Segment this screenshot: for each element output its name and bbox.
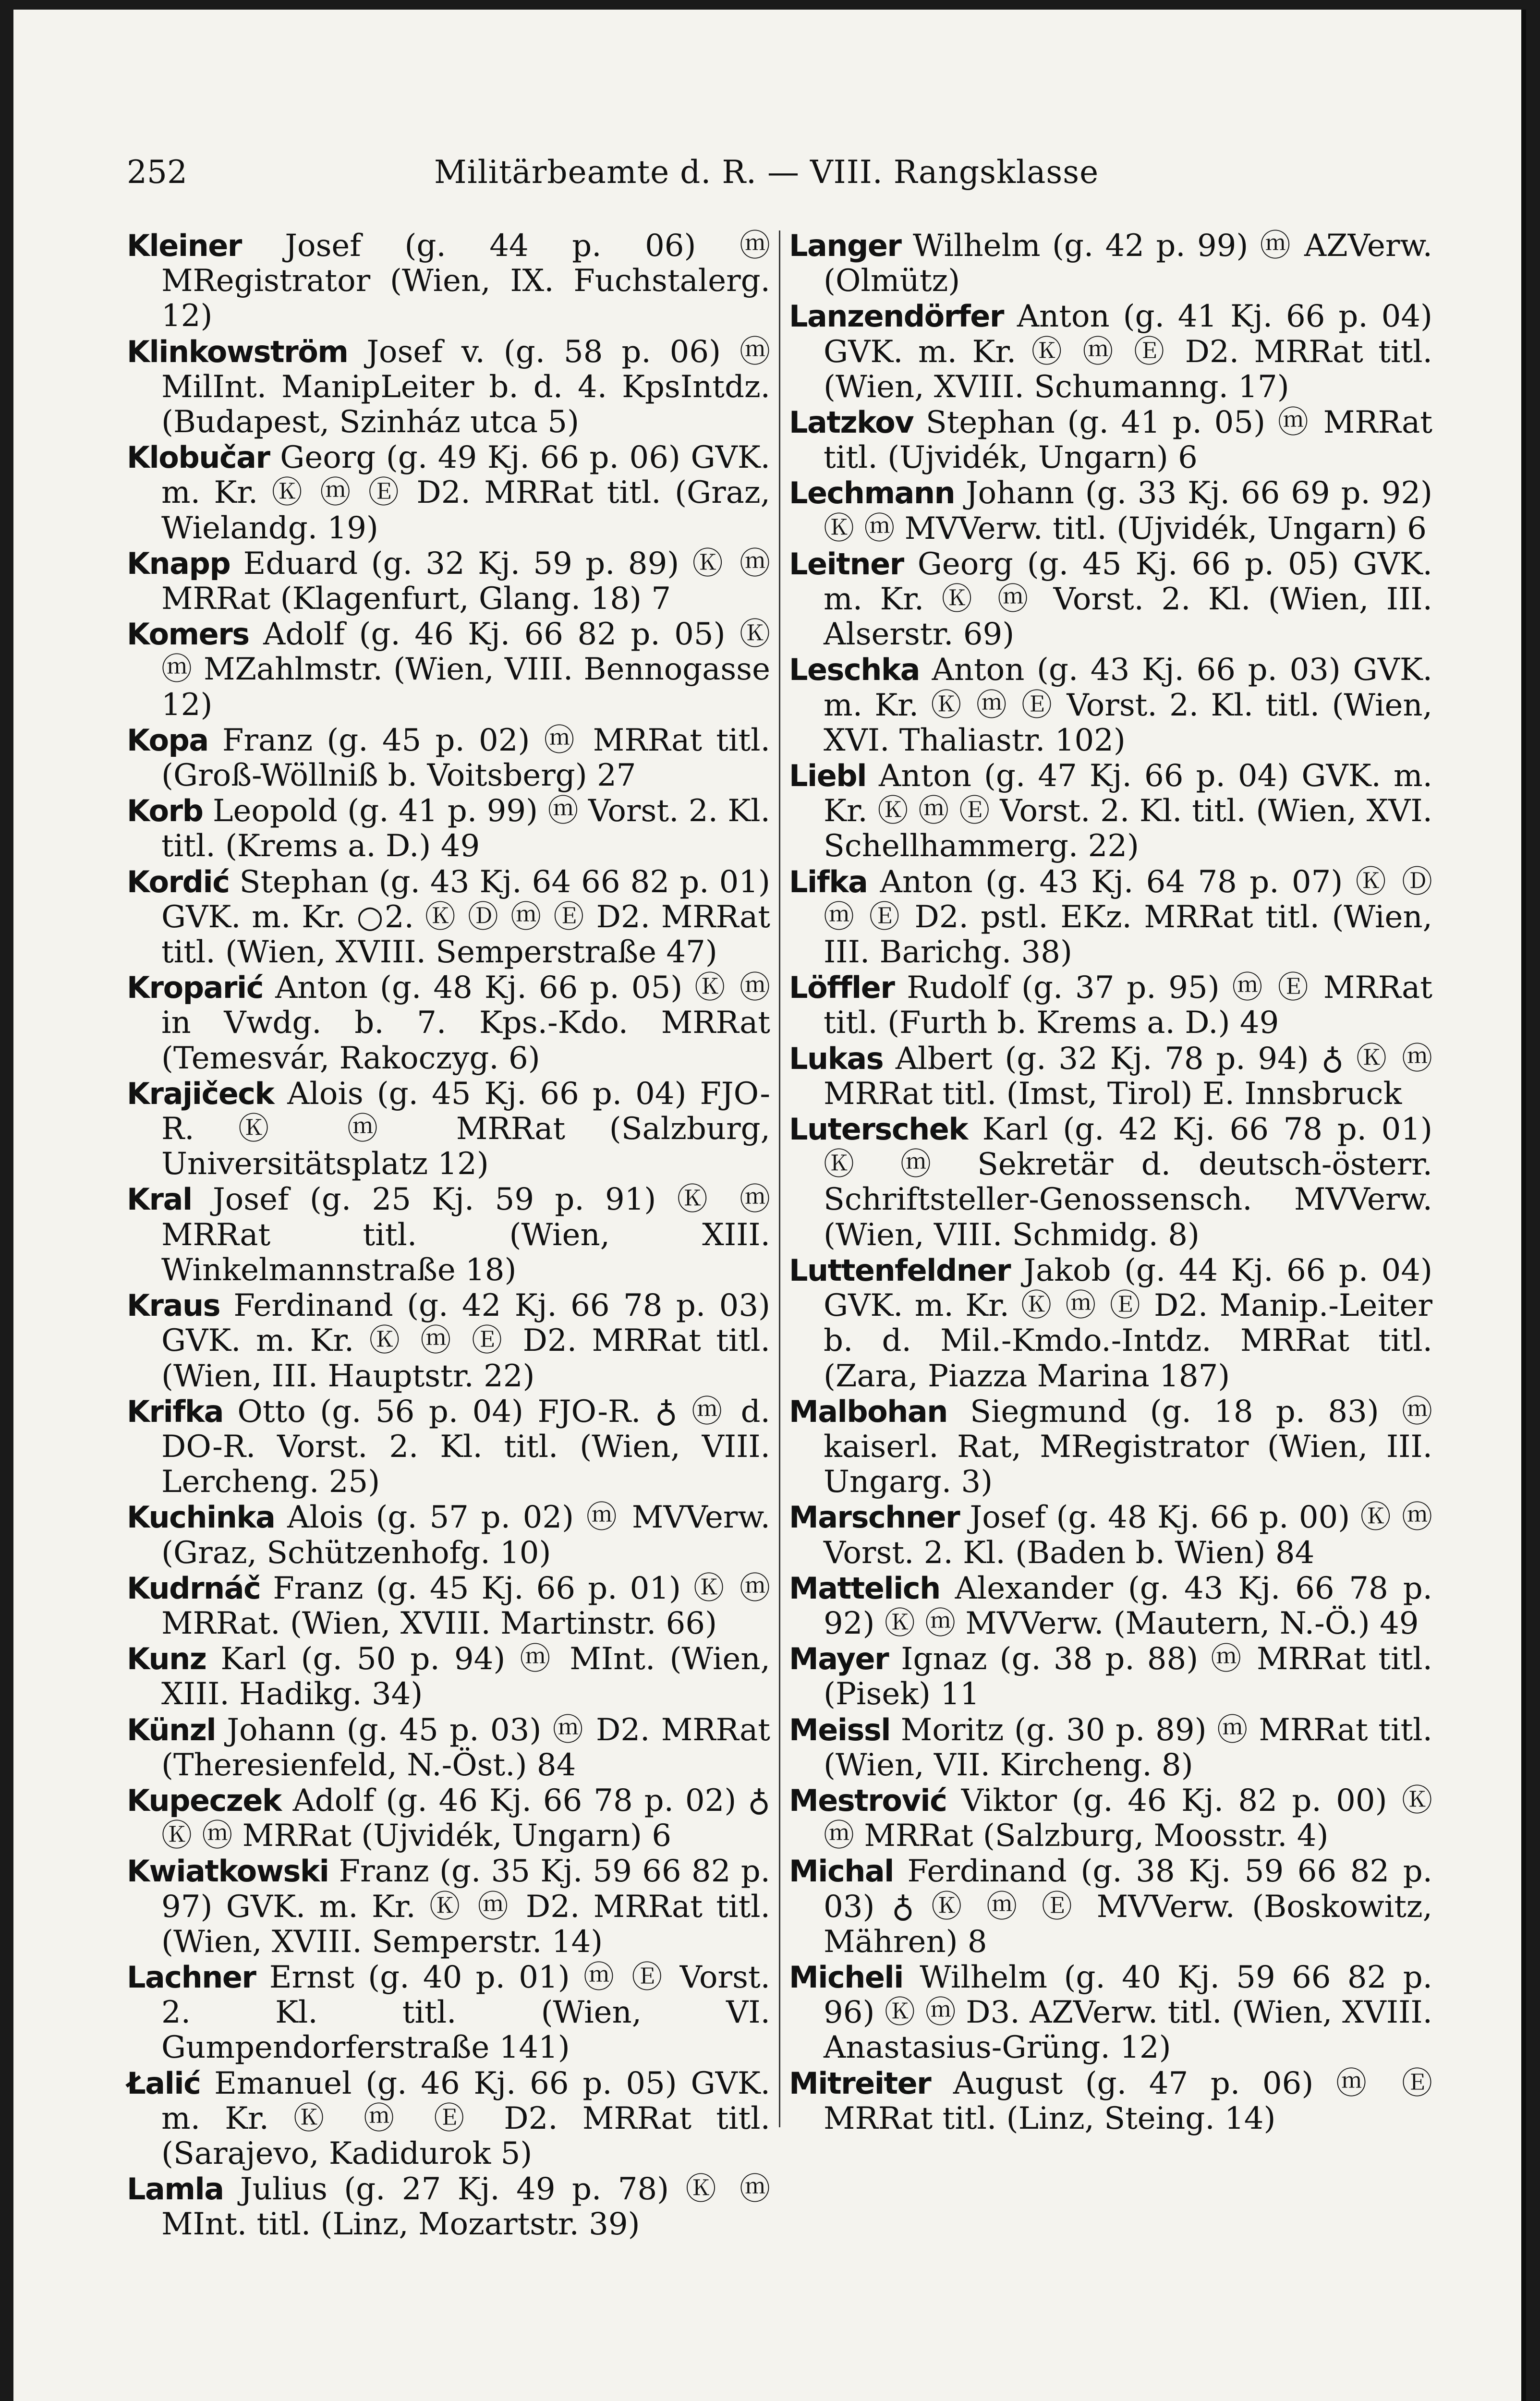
entry-details: Stephan (g. 41 p. 05) ⓜ MRRat titl. (Ujvidék, Ungarn) 6 bbox=[824, 405, 1432, 476]
entry-name: Meissl bbox=[789, 1712, 891, 1747]
entry-name: Löffler bbox=[789, 970, 895, 1006]
entry-name: Leschka bbox=[789, 652, 920, 688]
entry-details: Ferdinand (g. 38 Kj. 59 66 82 p. 03) ♁ Ⓚ ⓜ Ⓔ MVVerw. (Boskowitz, Mähren) 8 bbox=[824, 1854, 1432, 1960]
column-divider bbox=[779, 230, 780, 2127]
entry-details: Josef (g. 44 p. 06) ⓜ MRegistrator (Wien, IX. Fuchstalerg. 12) bbox=[161, 228, 770, 334]
entry-details: Ignaz (g. 38 p. 88) ⓜ MRRat titl. (Pisek) 11 bbox=[824, 1641, 1432, 1712]
entry-details: Ernst (g. 40 p. 01) ⓜ Ⓔ Vorst. 2. Kl. titl. (Wien, VI. Gumpendorferstraße 141) bbox=[161, 1959, 770, 2066]
entry-name: Krifka bbox=[127, 1394, 223, 1429]
page-title: Militärbeamte d. R. — VIII. Rangsklasse bbox=[434, 154, 1099, 191]
entry-details: Siegmund (g. 18 p. 83) ⓜ kaiserl. Rat, MRegistrator (Wien, III. Ungarg. 3) bbox=[824, 1394, 1432, 1500]
entry-name: Komers bbox=[127, 617, 249, 652]
entry-details: Wilhelm (g. 40 Kj. 59 66 82 p. 96) Ⓚ ⓜ D3. AZVerw. titl. (Wien, XVIII. Anastasius-Grüng. 12) bbox=[824, 1959, 1432, 2066]
entry-details: Wilhelm (g. 42 p. 99) ⓜ AZVerw. (Olmütz) bbox=[824, 228, 1432, 299]
entry-details: Karl (g. 50 p. 94) ⓜ MInt. (Wien, XIII. Hadikg. 34) bbox=[161, 1641, 770, 1712]
directory-entry bbox=[127, 440, 770, 546]
entry-name: Kwiatkowski bbox=[127, 1854, 329, 1889]
directory-entry bbox=[789, 1641, 1432, 1712]
entry-name: Mitreiter bbox=[789, 2065, 931, 2101]
directory-entry bbox=[789, 1112, 1432, 1253]
entry-name: Lanzendörfer bbox=[789, 299, 1004, 334]
directory-entry bbox=[127, 1288, 770, 1394]
directory-entry bbox=[127, 2171, 770, 2242]
entry-details: Johann (g. 45 p. 03) ⓜ D2. MRRat (Theresienfeld, N.-Öst.) 84 bbox=[161, 1712, 770, 1783]
directory-entry bbox=[789, 299, 1432, 405]
directory-entry bbox=[127, 864, 770, 970]
directory-entry bbox=[127, 1394, 770, 1500]
directory-entry bbox=[789, 475, 1432, 546]
directory-entry bbox=[127, 1960, 770, 2066]
directory-entry bbox=[789, 1571, 1432, 1641]
entry-details: Josef v. (g. 58 p. 06) ⓜ MilInt. ManipLeiter b. d. 4. KpsIntdz. (Budapest, Szinház utca 5) bbox=[161, 334, 770, 440]
entry-details: August (g. 47 p. 06) ⓜ Ⓔ MRRat titl. (Linz, Steing. 14) bbox=[824, 2065, 1432, 2136]
directory-entry bbox=[127, 546, 770, 617]
entry-details: Anton (g. 43 Kj. 64 78 p. 07) Ⓚ Ⓓ ⓜ Ⓔ D2. pstl. EKz. MRRat titl. (Wien, III. Barichg. 38) bbox=[824, 864, 1432, 970]
directory-entry bbox=[127, 617, 770, 723]
entry-details: Georg (g. 49 Kj. 66 p. 06) GVK. m. Kr. Ⓚ ⓜ Ⓔ D2. MRRat titl. (Graz, Wielandg. 19) bbox=[161, 440, 770, 546]
entry-name: Kraus bbox=[127, 1288, 220, 1323]
entry-name: Langer bbox=[789, 228, 901, 263]
directory-entry bbox=[789, 2066, 1432, 2136]
entry-name: Mestrović bbox=[789, 1783, 947, 1818]
entry-name: Malbohan bbox=[789, 1394, 947, 1429]
entry-name: Krajičeck bbox=[127, 1076, 274, 1111]
directory-entry bbox=[127, 1500, 770, 1570]
entry-details: Franz (g. 45 p. 02) ⓜ MRRat titl. (Groß-Wöllniß b. Voitsberg) 27 bbox=[161, 722, 770, 794]
directory-entry bbox=[789, 652, 1432, 758]
directory-entry bbox=[789, 1394, 1432, 1500]
page-number: 252 bbox=[127, 154, 187, 191]
entry-name: Kopa bbox=[127, 722, 208, 758]
entry-details: Albert (g. 32 Kj. 78 p. 94) ♁ Ⓚ ⓜ MRRat titl. (Imst, Tirol) E. Innsbruck bbox=[824, 1041, 1432, 1112]
directory-entry bbox=[789, 546, 1432, 653]
entry-name: Liebl bbox=[789, 758, 866, 794]
entry-name: Lukas bbox=[789, 1041, 884, 1076]
entry-details: Stephan (g. 43 Kj. 64 66 82 p. 01) GVK. m. Kr. ○2. Ⓚ Ⓓ ⓜ Ⓔ D2. MRRat titl. (Wien, XVIII. Semperstraße 47) bbox=[161, 864, 770, 970]
entry-name: Michal bbox=[789, 1854, 894, 1889]
directory-entry bbox=[789, 970, 1432, 1041]
entry-name: Knapp bbox=[127, 546, 230, 581]
directory-entry bbox=[789, 864, 1432, 970]
entry-details: Jakob (g. 44 Kj. 66 p. 04) GVK. m. Kr. Ⓚ ⓜ Ⓔ D2. Manip.-Leiter b. d. Mil.-Kmdo.-Intdz. MRRat titl. (Zara, Piazza Marina 187) bbox=[824, 1252, 1432, 1394]
entry-details: Karl (g. 42 Kj. 66 78 p. 01) Ⓚ ⓜ Sekretär d. deutsch-österr. Schriftsteller-Genossensch. MVVerw. (Wien, VIII. Schmidg. 8) bbox=[824, 1112, 1432, 1253]
entry-details: Eduard (g. 32 Kj. 59 p. 89) Ⓚ ⓜ MRRat (Klagenfurt, Glang. 18) 7 bbox=[161, 546, 770, 617]
directory-entry bbox=[789, 1854, 1432, 1960]
directory-entry bbox=[127, 1712, 770, 1783]
entry-name: Lifka bbox=[789, 864, 868, 899]
entry-name: Latzkov bbox=[789, 405, 914, 440]
entry-name: Kroparić bbox=[127, 970, 264, 1006]
directory-entry bbox=[789, 228, 1432, 299]
directory-entry bbox=[127, 1182, 770, 1288]
directory-entry bbox=[789, 1253, 1432, 1394]
entry-name: Micheli bbox=[789, 1959, 903, 1995]
entry-name: Luttenfeldner bbox=[789, 1252, 1011, 1288]
directory-entry bbox=[789, 1783, 1432, 1854]
entry-details: Georg (g. 45 Kj. 66 p. 05) GVK. m. Kr. Ⓚ ⓜ Vorst. 2. Kl. (Wien, III. Alserstr. 69) bbox=[824, 546, 1432, 653]
entry-details: Anton (g. 48 Kj. 66 p. 05) Ⓚ ⓜ in Vwdg. b. 7. Kps.-Kdo. MRRat (Temesvár, Rakoczyg. 6) bbox=[161, 970, 770, 1076]
entry-details: Julius (g. 27 Kj. 49 p. 78) Ⓚ ⓜ MInt. titl. (Linz, Mozartstr. 39) bbox=[161, 2171, 770, 2243]
entry-details: Alois (g. 45 Kj. 66 p. 04) FJO-R. Ⓚ ⓜ MRRat (Salzburg, Universitätsplatz 12) bbox=[161, 1076, 770, 1182]
entry-name: Leitner bbox=[789, 546, 904, 582]
directory-entry bbox=[127, 1641, 770, 1712]
entry-details: Anton (g. 47 Kj. 66 p. 04) GVK. m. Kr. Ⓚ ⓜ Ⓔ Vorst. 2. Kl. titl. (Wien, XVI. Schellhammerg. 22) bbox=[824, 758, 1432, 864]
entry-name: Kupeczek bbox=[127, 1783, 281, 1818]
entry-details: Alois (g. 57 p. 02) ⓜ MVVerw. (Graz, Schützenhofg. 10) bbox=[161, 1500, 770, 1571]
entry-details: Josef (g. 25 Kj. 59 p. 91) Ⓚ ⓜ MRRat titl. (Wien, XIII. Winkelmannstraße 18) bbox=[161, 1182, 770, 1288]
directory-entry bbox=[127, 970, 770, 1076]
entry-name: Lachner bbox=[127, 1959, 256, 1995]
entry-name: Kunz bbox=[127, 1641, 206, 1677]
entry-details: Alexander (g. 43 Kj. 66 78 p. 92) Ⓚ ⓜ MVVerw. (Mautern, N.-Ö.) 49 bbox=[824, 1570, 1432, 1641]
directory-entry bbox=[127, 334, 770, 440]
entry-details: Adolf (g. 46 Kj. 66 82 p. 05) Ⓚ ⓜ MZahlmstr. (Wien, VIII. Bennogasse 12) bbox=[161, 617, 770, 723]
directory-entry bbox=[789, 1712, 1432, 1783]
entry-name: Kleiner bbox=[127, 228, 242, 263]
entry-details: Josef (g. 48 Kj. 66 p. 00) Ⓚ ⓜ Vorst. 2. Kl. (Baden b. Wien) 84 bbox=[824, 1500, 1432, 1571]
entry-name: Luterschek bbox=[789, 1112, 968, 1147]
entry-details: Johann (g. 33 Kj. 66 69 p. 92) Ⓚ ⓜ MVVerw. titl. (Ujvidék, Ungarn) 6 bbox=[824, 475, 1432, 546]
entry-details: Anton (g. 43 Kj. 66 p. 03) GVK. m. Kr. Ⓚ ⓜ Ⓔ Vorst. 2. Kl. titl. (Wien, XVI. Thaliastr. 102) bbox=[824, 652, 1432, 758]
entry-details: Otto (g. 56 p. 04) FJO-R. ♁ ⓜ d. DO-R. Vorst. 2. Kl. titl. (Wien, VIII. Lercheng. 25) bbox=[161, 1394, 770, 1500]
entry-details: Emanuel (g. 46 Kj. 66 p. 05) GVK. m. Kr. Ⓚ ⓜ Ⓔ D2. MRRat titl. (Sarajevo, Kadidurok 5) bbox=[161, 2065, 770, 2171]
entry-details: Viktor (g. 46 Kj. 82 p. 00) Ⓚ ⓜ MRRat (Salzburg, Moosstr. 4) bbox=[824, 1783, 1432, 1854]
entry-details: Franz (g. 45 Kj. 66 p. 01) Ⓚ ⓜ MRRat. (Wien, XVIII. Martinstr. 66) bbox=[161, 1570, 770, 1641]
entry-name: Lechmann bbox=[789, 475, 955, 511]
entry-name: Klinkowström bbox=[127, 334, 348, 369]
directory-entry bbox=[789, 1041, 1432, 1112]
entry-name: Kordić bbox=[127, 864, 230, 899]
entry-details: Ferdinand (g. 42 Kj. 66 78 p. 03) GVK. m. Kr. Ⓚ ⓜ Ⓔ D2. MRRat titl. (Wien, III. Hauptstr. 22) bbox=[161, 1288, 770, 1394]
left-column bbox=[127, 228, 770, 2243]
directory-entry bbox=[127, 723, 770, 793]
directory-entry bbox=[127, 228, 770, 334]
directory-entry bbox=[127, 793, 770, 864]
entry-name: Korb bbox=[127, 793, 203, 829]
entry-name: Mayer bbox=[789, 1641, 889, 1677]
directory-entry bbox=[789, 1960, 1432, 2066]
directory-entry bbox=[789, 405, 1432, 475]
entry-details: Adolf (g. 46 Kj. 66 78 p. 02) ♁ Ⓚ ⓜ MRRat (Ujvidék, Ungarn) 6 bbox=[161, 1783, 770, 1854]
entry-name: Mattelich bbox=[789, 1570, 940, 1606]
directory-entry bbox=[789, 758, 1432, 864]
entry-details: Anton (g. 41 Kj. 66 p. 04) GVK. m. Kr. Ⓚ ⓜ Ⓔ D2. MRRat titl. (Wien, XVIII. Schumanng. 17) bbox=[824, 299, 1432, 405]
entry-details: Leopold (g. 41 p. 99) ⓜ Vorst. 2. Kl. titl. (Krems a. D.) 49 bbox=[161, 793, 770, 864]
entry-details: Moritz (g. 30 p. 89) ⓜ MRRat titl. (Wien, VII. Kircheng. 8) bbox=[824, 1712, 1432, 1783]
directory-entry bbox=[127, 1854, 770, 1960]
document-page bbox=[13, 10, 1526, 2401]
page-header bbox=[127, 154, 1404, 197]
entry-name: Klobučar bbox=[127, 440, 270, 475]
directory-entry bbox=[127, 1076, 770, 1182]
entry-details: Franz (g. 35 Kj. 59 66 82 p. 97) GVK. m. Kr. Ⓚ ⓜ D2. MRRat titl. (Wien, XVIII. Semperstr. 14) bbox=[161, 1854, 770, 1960]
entry-name: Kral bbox=[127, 1182, 192, 1217]
right-column bbox=[789, 228, 1432, 2136]
directory-entry bbox=[789, 1500, 1432, 1570]
directory-entry bbox=[127, 2066, 770, 2172]
entry-name: Künzl bbox=[127, 1712, 216, 1747]
entry-name: Lamla bbox=[127, 2171, 224, 2207]
directory-entry bbox=[127, 1571, 770, 1641]
entry-details: Rudolf (g. 37 p. 95) ⓜ Ⓔ MRRat titl. (Furth b. Krems a. D.) 49 bbox=[824, 970, 1432, 1041]
entry-name: Marschner bbox=[789, 1500, 960, 1535]
entry-name: Kudrnáč bbox=[127, 1570, 261, 1606]
directory-entry bbox=[127, 1783, 770, 1854]
entry-name: Łalić bbox=[127, 2065, 201, 2101]
entry-name: Kuchinka bbox=[127, 1500, 275, 1535]
